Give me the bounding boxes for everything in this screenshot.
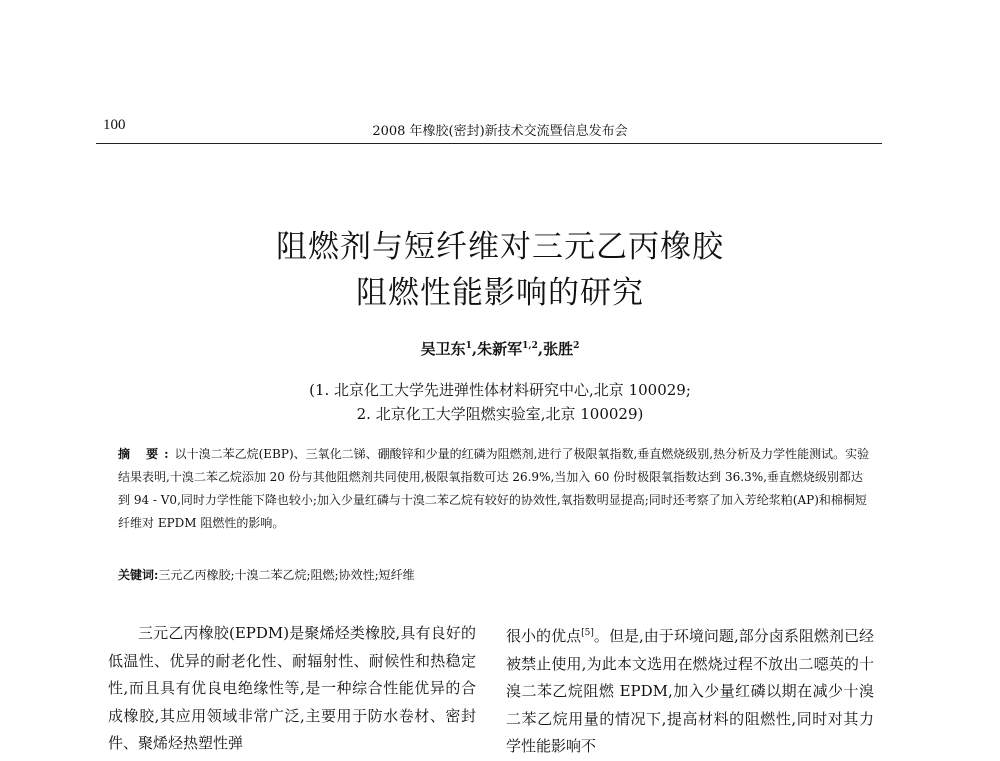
author-3-affil: 2 xyxy=(573,341,580,351)
author-3: 张胜 xyxy=(543,340,574,358)
header-rule xyxy=(96,143,882,144)
abstract-label: 摘 要: xyxy=(118,447,175,461)
author-1: 吴卫东 xyxy=(420,340,466,358)
paper-title xyxy=(0,224,1000,316)
affiliations xyxy=(0,378,1000,426)
affiliation-1: (1. 北京化工大学先进弹性体材料研究中心,北京 100029; xyxy=(309,381,691,399)
authors: 吴卫东$^1$,朱新军$^{1,2}$,张胜$^2$ xyxy=(420,340,580,358)
abstract xyxy=(118,443,870,535)
citation-ref: [5] xyxy=(581,628,594,638)
body-right-column xyxy=(506,620,874,761)
title-line-1: 阻燃剂与短纤维对三元乙丙橡胶 xyxy=(276,229,724,265)
body-text-start: 很小的优点 xyxy=(506,627,582,645)
affiliation-2: 2. 北京化工大学阻燃实验室,北京 100029) xyxy=(356,405,644,423)
page-number: 100 xyxy=(103,117,126,133)
body-paragraph: 三元乙丙橡胶(EPDM)是聚烯烃类橡胶,具有良好的低温性、优异的耐老化性、耐辐射性、耐候性和热稳定性,而且具有优良电绝缘性等,是一种综合性能优异的合成橡胶,其应用领域非常广泛,主要用于防水卷材、密封件、聚烯烃热塑性弹 xyxy=(108,624,476,752)
title-line-2: 阻燃性能影响的研究 xyxy=(356,275,644,311)
keywords xyxy=(118,566,870,583)
keywords-text: 三元乙丙橡胶;十溴二苯乙烷;阻燃;协效性;短纤维 xyxy=(158,568,415,582)
abstract-text: 以十溴二苯乙烷(EBP)、三氧化二锑、硼酸锌和少量的红磷为阻燃剂,进行了极限氧指数,垂直燃烧级别,热分析及力学性能测试。实验结果表明,十溴二苯乙烷添加 20 份与其他阻燃剂共同使用,极限氧指数可达 26.9%,当加入 60 份时极限氧指数达到 36.3%,垂直燃烧级别都达到 94 - V0,同时力学性能下降也较小;加入少量红磷与十溴二苯乙烷有较好的协效性,氧指数明显提高;同时还考察了加入芳纶浆粕(AP)和棉桐短纤维对 EPDM 阻燃性的影响。 xyxy=(118,447,870,530)
author-1-affil: 1 xyxy=(465,341,472,351)
body-left-column xyxy=(108,620,476,758)
keywords-label: 关键词: xyxy=(118,568,159,582)
body-paragraph xyxy=(506,620,874,761)
running-header: 2008 年橡胶(密封)新技术交流暨信息发布会 xyxy=(372,124,628,139)
author-2: 朱新军 xyxy=(477,340,523,358)
author-2-affil: 1,2 xyxy=(522,341,538,351)
body-text-rest: 。但是,由于环境问题,部分卤系阻燃剂已经被禁止使用,为此本文选用在燃烧过程不放出二噁英的十溴二苯乙烷阻燃 EPDM,加入少量红磷以期在减少十溴二苯乙烷用量的情况下,提高材料的阻燃性,同时对其力学性能影响不 xyxy=(506,627,874,755)
